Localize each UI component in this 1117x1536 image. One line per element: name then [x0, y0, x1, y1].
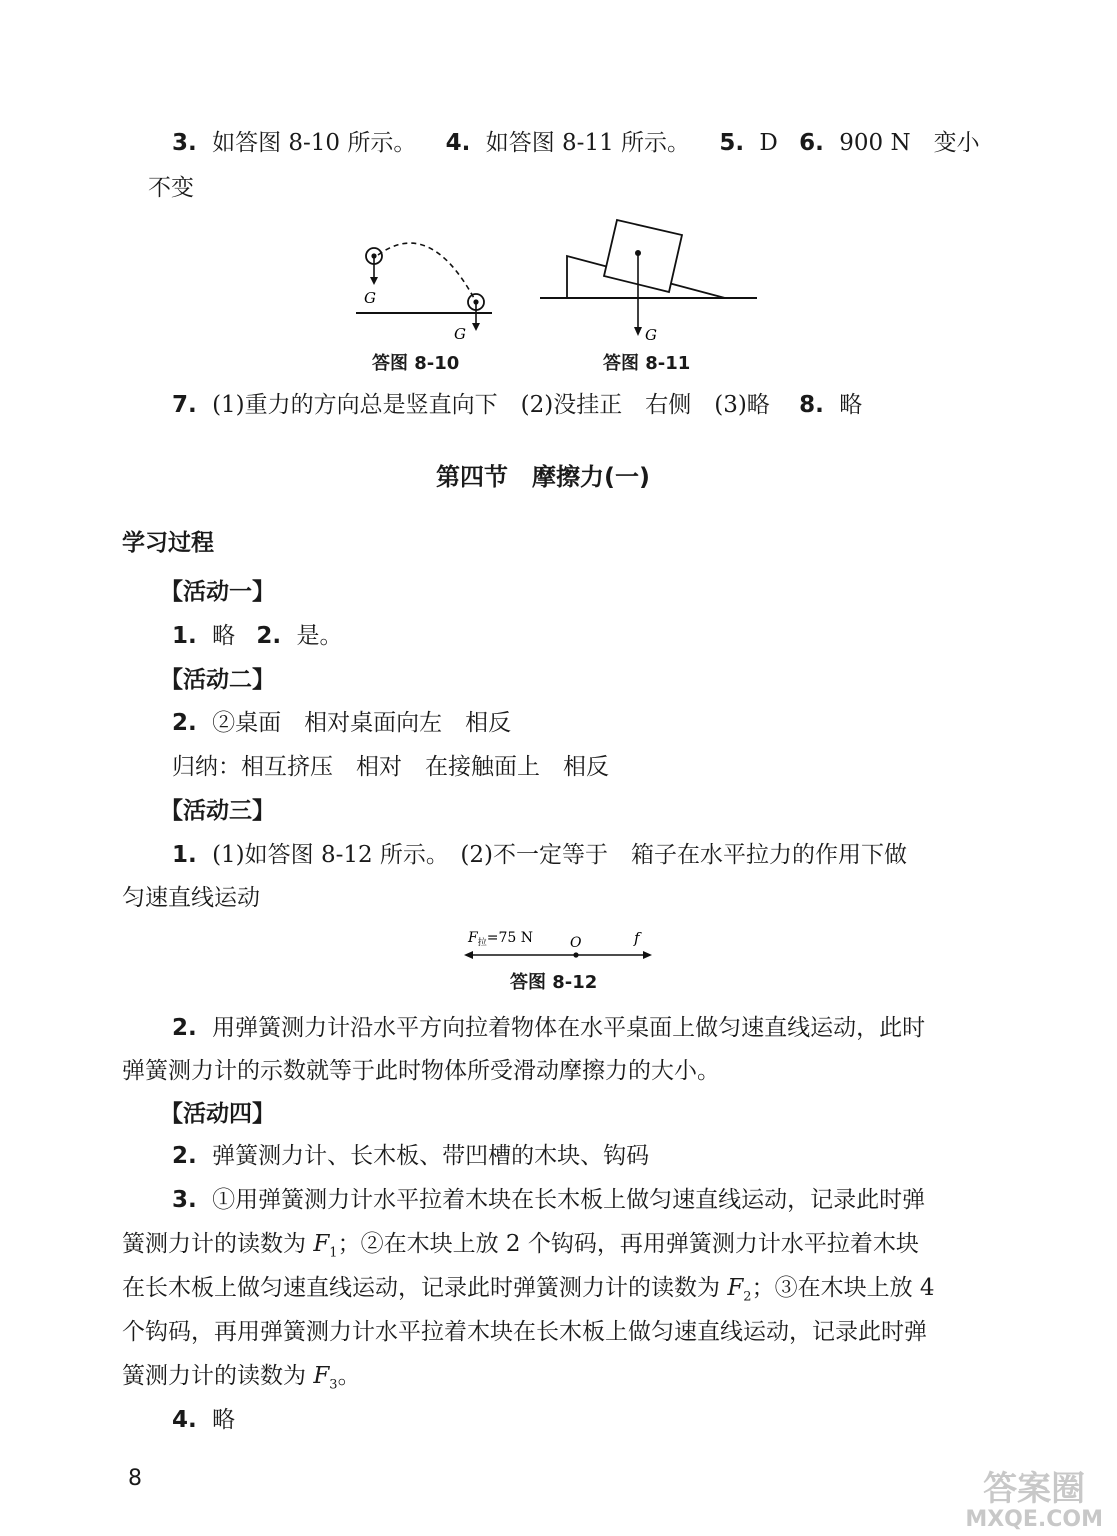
q5-number: 5. [719, 130, 745, 156]
watermark-top: 答案圈 [983, 1469, 1086, 1509]
activity-4-title: 【活动四】 [160, 1101, 275, 1127]
q3-number: 3. [172, 130, 197, 156]
origin-label: O [570, 935, 582, 951]
activity-1-answers [172, 621, 342, 651]
force-subscript: 拉 [477, 938, 487, 948]
a2-q2-number: 2. [172, 710, 197, 736]
a1-q2-answer: 是。 [296, 623, 343, 649]
origin-point [573, 952, 578, 957]
q6-answer: 900 N 变小 [839, 130, 980, 156]
subscript-1: 1 [329, 1245, 338, 1261]
block-on-incline [604, 220, 682, 292]
a4-q3-number: 3. [172, 1187, 197, 1213]
a1-q1-number: 1. [172, 623, 197, 649]
a4-q2-answer: 弹簧测力计、长木板、带凹槽的木块、钩码 [212, 1143, 650, 1169]
a3-q2-answer: 用弹簧测力计沿水平方向拉着物体在水平桌面上做匀速直线运动，此时 [212, 1015, 926, 1041]
watermark [965, 1470, 1103, 1532]
gravity-label-end: G [454, 325, 466, 343]
force-symbol-f2: F [727, 1275, 744, 1301]
activity-2-q2 [172, 708, 511, 738]
activity-4-q3-line1 [172, 1185, 925, 1215]
a4-q4-number: 4. [172, 1407, 197, 1433]
q8-answer: 略 [839, 392, 863, 418]
page-number: 8 [128, 1466, 142, 1491]
force-value: =75 N [486, 930, 533, 946]
force-label [467, 930, 533, 948]
activity-3-q2 [172, 1013, 925, 1043]
subscript-2: 2 [743, 1289, 752, 1305]
a4-q3-text-2a: 簧测力计的读数为 [122, 1231, 314, 1257]
activity-3-q1 [172, 840, 907, 870]
q3-answer: 如答图 8-10 所示。 [212, 130, 417, 156]
figure-8-10 [350, 235, 500, 345]
figure-8-10-caption: 答图 8-10 [372, 353, 460, 374]
subscript-3: 3 [329, 1377, 338, 1393]
answer-line-3-6 [172, 128, 980, 158]
figure-8-12-caption: 答图 8-12 [510, 972, 598, 993]
a4-q3-text-5a: 簧测力计的读数为 [122, 1363, 314, 1389]
figure-8-11 [535, 210, 765, 350]
a1-q2-number: 2. [256, 623, 282, 649]
subheading-learning-process: 学习过程 [122, 530, 214, 556]
activity-4-q3-line3 [122, 1273, 935, 1313]
a3-q1-number: 1. [172, 842, 197, 868]
a1-q1-answer: 略 [212, 623, 236, 649]
q7-number: 7. [172, 392, 197, 418]
a4-q4-answer: 略 [212, 1407, 236, 1433]
left-arrowhead [464, 951, 473, 959]
q4-answer: 如答图 8-11 所示。 [485, 130, 691, 156]
activity-4-q3-line4: 个钩码，再用弹簧测力计水平拉着木块在长木板上做匀速直线运动，记录此时弹 [122, 1319, 927, 1345]
activity-1-title: 【活动一】 [160, 579, 275, 605]
a4-q3-text-5b: 。 [337, 1363, 361, 1389]
section-title: 第四节 摩擦力(一) [436, 463, 650, 491]
a3-q2-number: 2. [172, 1015, 197, 1041]
q6-number: 6. [799, 130, 824, 156]
q4-number: 4. [445, 130, 471, 156]
gravity-arrowhead-start [370, 277, 378, 285]
a4-q3-text-1: ①用弹簧测力计水平拉着木块在长木板上做匀速直线运动，记录此时弹 [212, 1187, 926, 1213]
activity-2-title: 【活动二】 [160, 667, 275, 693]
q5-answer: D [759, 130, 778, 156]
figure-8-11-caption: 答图 8-11 [603, 353, 691, 374]
activity-4-q4 [172, 1405, 235, 1435]
a2-q2-answer: ②桌面 相对桌面向左 相反 [212, 710, 512, 736]
force-symbol-f3: F [313, 1363, 330, 1389]
right-arrowhead [643, 951, 652, 959]
q6-answer-cont: 不变 [148, 175, 194, 201]
gravity-arrowhead [634, 327, 642, 336]
a4-q2-number: 2. [172, 1143, 197, 1169]
trajectory-dashed-curve [378, 243, 475, 300]
a4-q3-text-2b: ；②在木块上放 2 个钩码，再用弹簧测力计水平拉着木块 [337, 1231, 919, 1257]
friction-label: f [634, 929, 640, 947]
gravity-arrowhead-end [472, 323, 480, 331]
gravity-label: G [645, 326, 657, 344]
a4-q3-text-3b: ；③在木块上放 4 [751, 1275, 935, 1301]
activity-3-q1-cont: 匀速直线运动 [122, 885, 260, 911]
force-letter: F [468, 930, 478, 946]
activity-3-title: 【活动三】 [160, 798, 275, 824]
answer-line-6-cont [148, 173, 194, 203]
watermark-bottom: MXQE.COM [965, 1507, 1103, 1532]
a4-q3-text-3a: 在长木板上做匀速直线运动，记录此时弹簧测力计的读数为 [122, 1275, 728, 1301]
activity-4-q2 [172, 1141, 649, 1171]
activity-4-q3-line2 [122, 1229, 919, 1269]
activity-4-q3-line5 [122, 1361, 361, 1401]
force-symbol-f1: F [313, 1231, 330, 1257]
figure-8-12 [460, 925, 660, 965]
q7-answer: (1)重力的方向总是竖直向下 (2)没挂正 右侧 (3)略 [212, 392, 770, 418]
gravity-label-start: G [364, 289, 376, 307]
activity-2-summary: 归纳：相互挤压 相对 在接触面上 相反 [172, 754, 609, 780]
activity-3-q2-cont: 弹簧测力计的示数就等于此时物体所受滑动摩擦力的大小。 [122, 1058, 720, 1084]
q8-number: 8. [799, 392, 824, 418]
a3-q1-answer: (1)如答图 8-12 所示。 (2)不一定等于 箱子在水平拉力的作用下做 [212, 842, 908, 868]
answer-line-7-8 [172, 390, 862, 420]
